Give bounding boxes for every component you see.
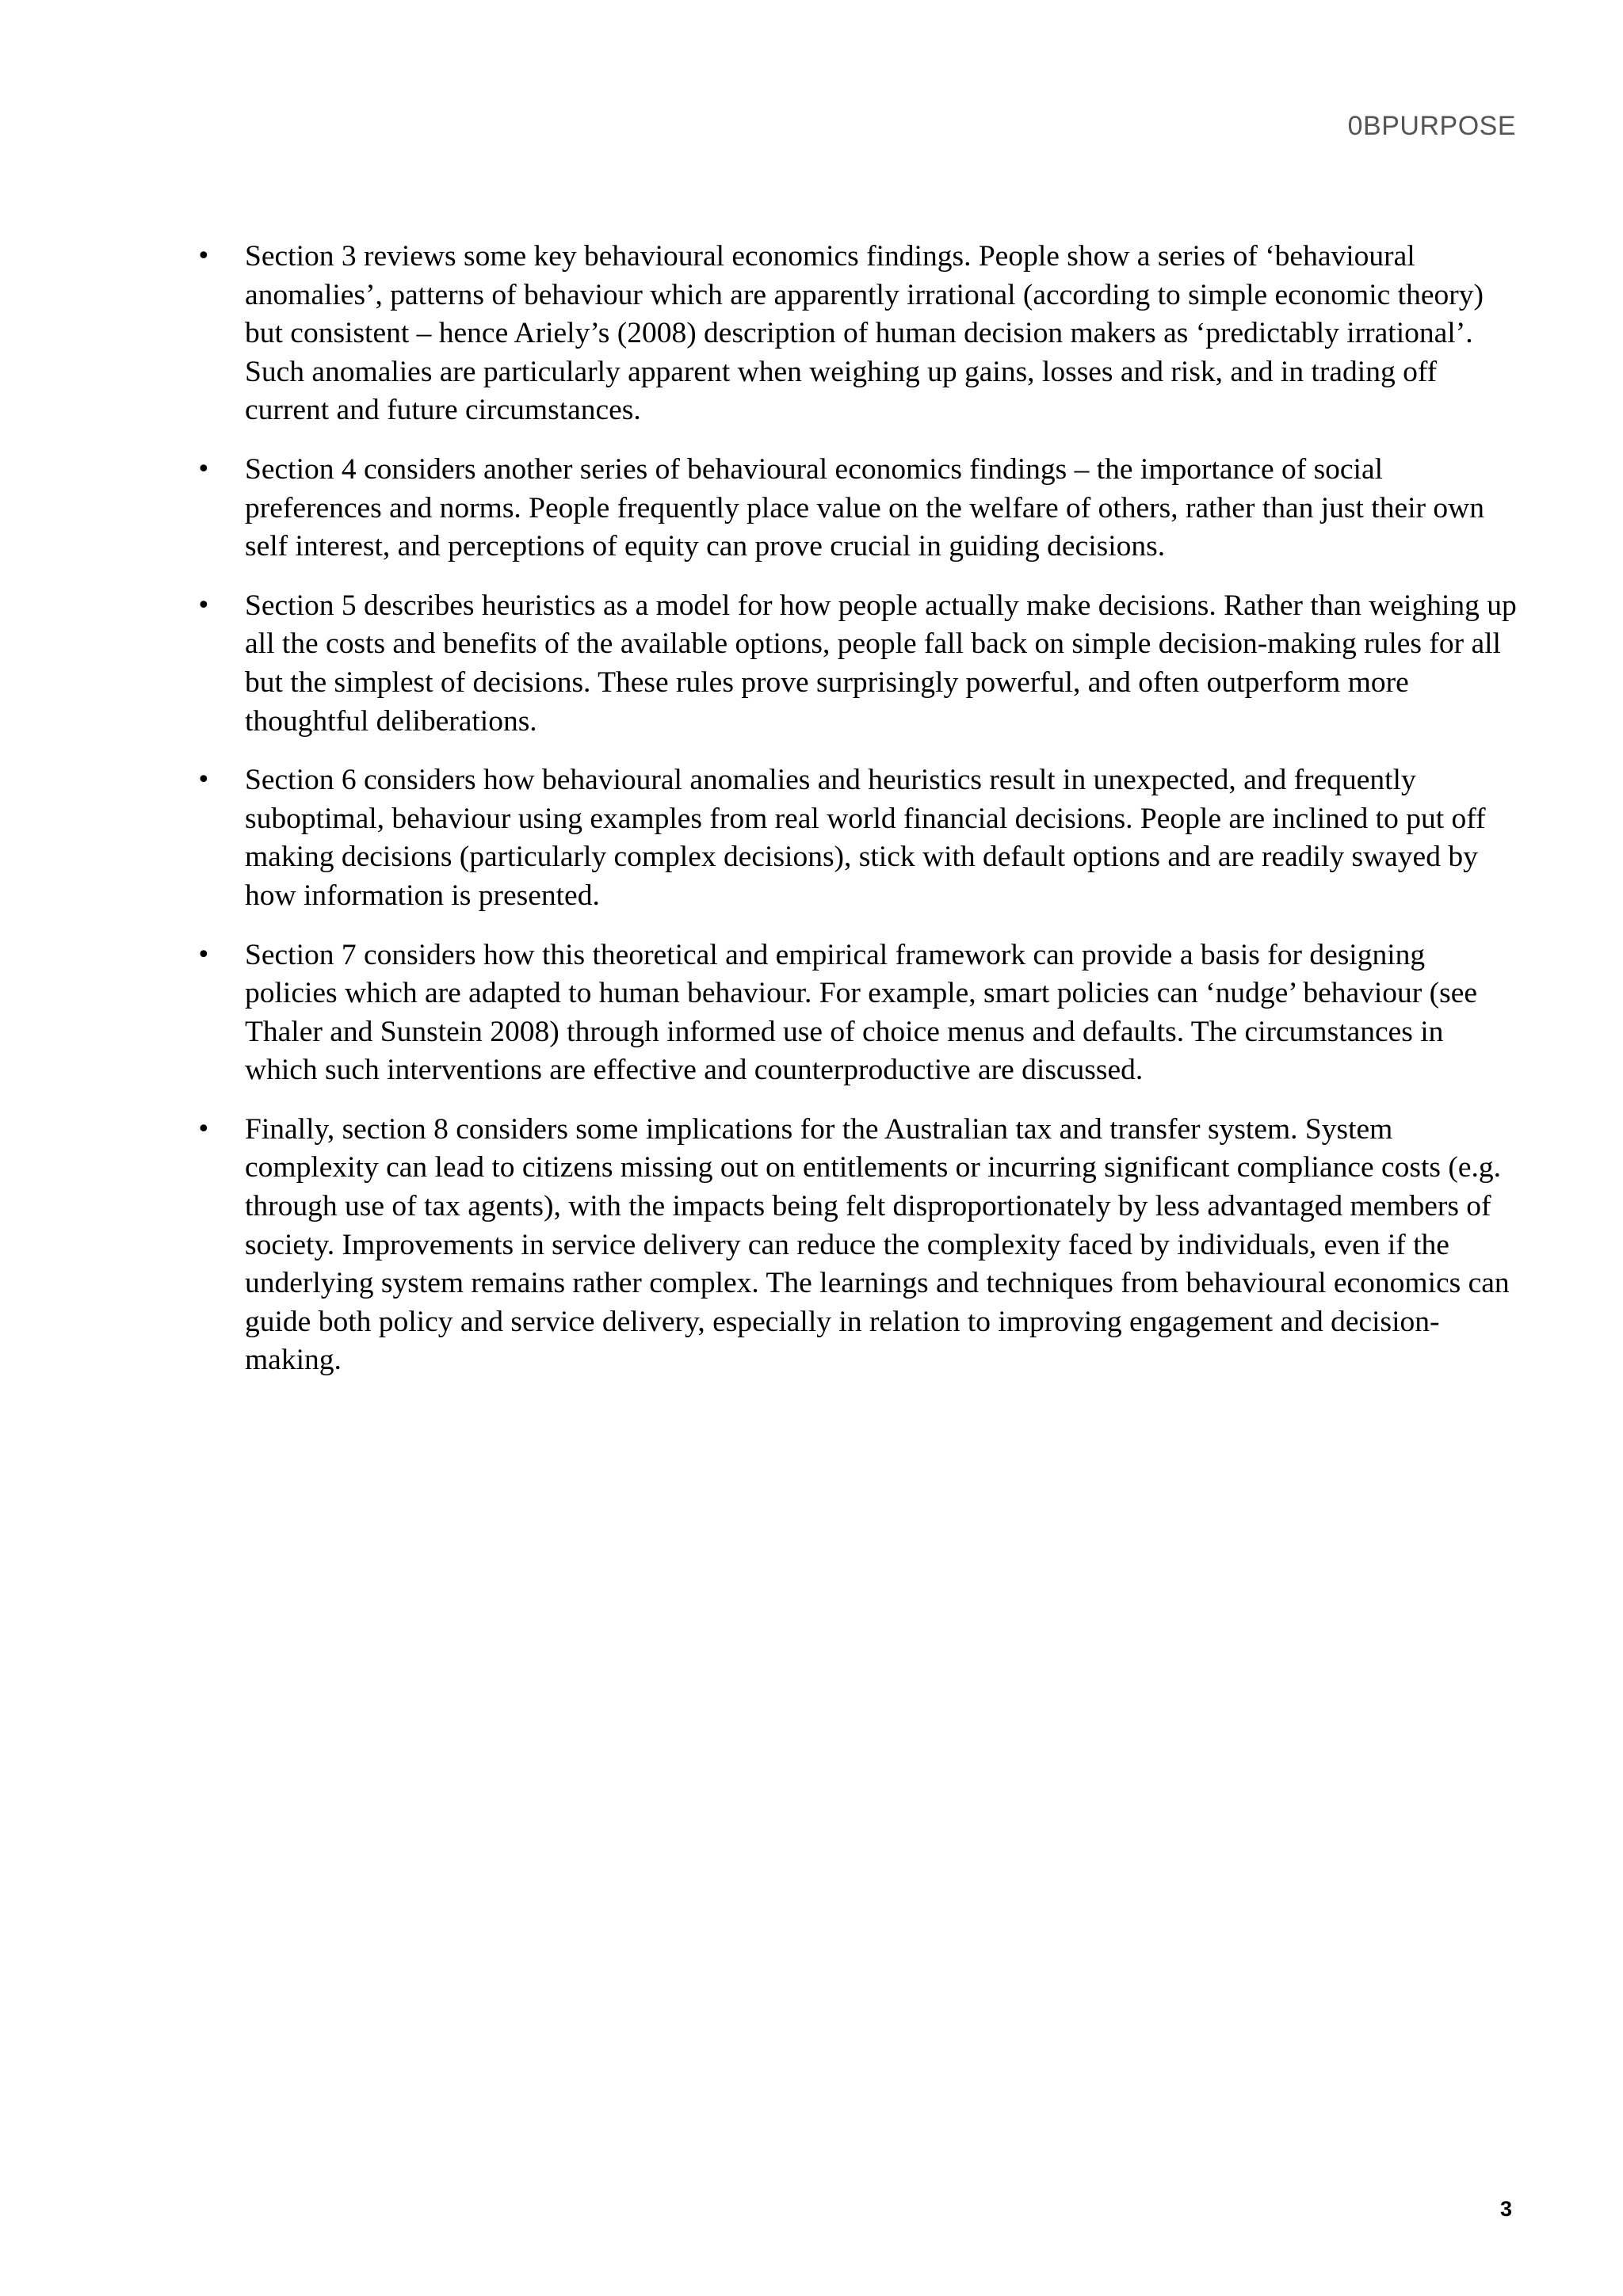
page-number: 3 [1499, 2197, 1512, 2221]
list-item-section-5 [197, 587, 1520, 741]
list-item-section-6 [197, 761, 1520, 915]
list-item-text: Section 7 considers how this theoretical and empirical framework can provide a basis for designing policies which are adapted to human behaviour. For example, smart policies can ‘nudge’ behaviour (see Thaler and Sunstein 2008) through informed use of choice menus and defaults. The circumstances in which such interventions are effective and counterproductive are discussed. [245, 938, 1478, 1087]
list-item-section-4 [197, 451, 1520, 566]
bullet-icon: • [197, 940, 211, 969]
bullet-icon: • [197, 242, 211, 270]
list-item-section-8 [197, 1111, 1520, 1380]
list-item-section-3 [197, 238, 1520, 430]
running-header: 0BPURPOSE [1347, 111, 1516, 141]
list-item-text: Section 3 reviews some key behavioural economics findings. People show a series of ‘behavioural anomalies’, patterns of behaviour which are apparently irrational (according to simple economic theory) but consistent – hence Ariely’s (2008) description of human decision makers as ‘predictably irrational’. Such anomalies are particularly apparent when weighing up gains, losses and risk, and in trading off current and future circumstances. [245, 240, 1484, 427]
list-item-section-7 [197, 936, 1520, 1090]
bullet-icon: • [197, 455, 211, 483]
bullet-icon: • [197, 1115, 211, 1143]
section-summary-list [197, 238, 1520, 1401]
bullet-icon: • [197, 766, 211, 795]
list-item-text: Section 4 considers another series of behavioural economics findings – the importance of social preferences and norms. People frequently place value on the welfare of others, rather than just their own self interest, and perceptions of equity can prove crucial in guiding decisions. [245, 452, 1484, 563]
list-item-text: Section 6 considers how behavioural anomalies and heuristics result in unexpected, and frequently suboptimal, behaviour using examples from real world financial decisions. People are inclined to put off making decisions (particularly complex decisions), stick with default options and are readily swayed by how information is presented. [245, 764, 1486, 912]
list-item-text: Finally, section 8 considers some implications for the Australian tax and transfer system. System complexity can lead to citizens missing out on entitlements or incurring significant compliance costs (e.g. through use of tax agents), with the impacts being felt disproportionately by less advantaged members of society. Improvements in service delivery can reduce the complexity faced by individuals, even if the underlying system remains rather complex. The learnings and techniques from behavioural economics can guide both policy and service delivery, especially in relation to improving engagement and decision-making. [245, 1112, 1510, 1377]
bullet-icon: • [197, 591, 211, 620]
list-item-text: Section 5 describes heuristics as a model for how people actually make decisions. Rather than weighing up all the costs and benefits of the available options, people fall back on simple decision-making rules for all but the simplest of decisions. These rules prove surprisingly powerful, and often outperform more thoughtful deliberations. [245, 589, 1517, 738]
